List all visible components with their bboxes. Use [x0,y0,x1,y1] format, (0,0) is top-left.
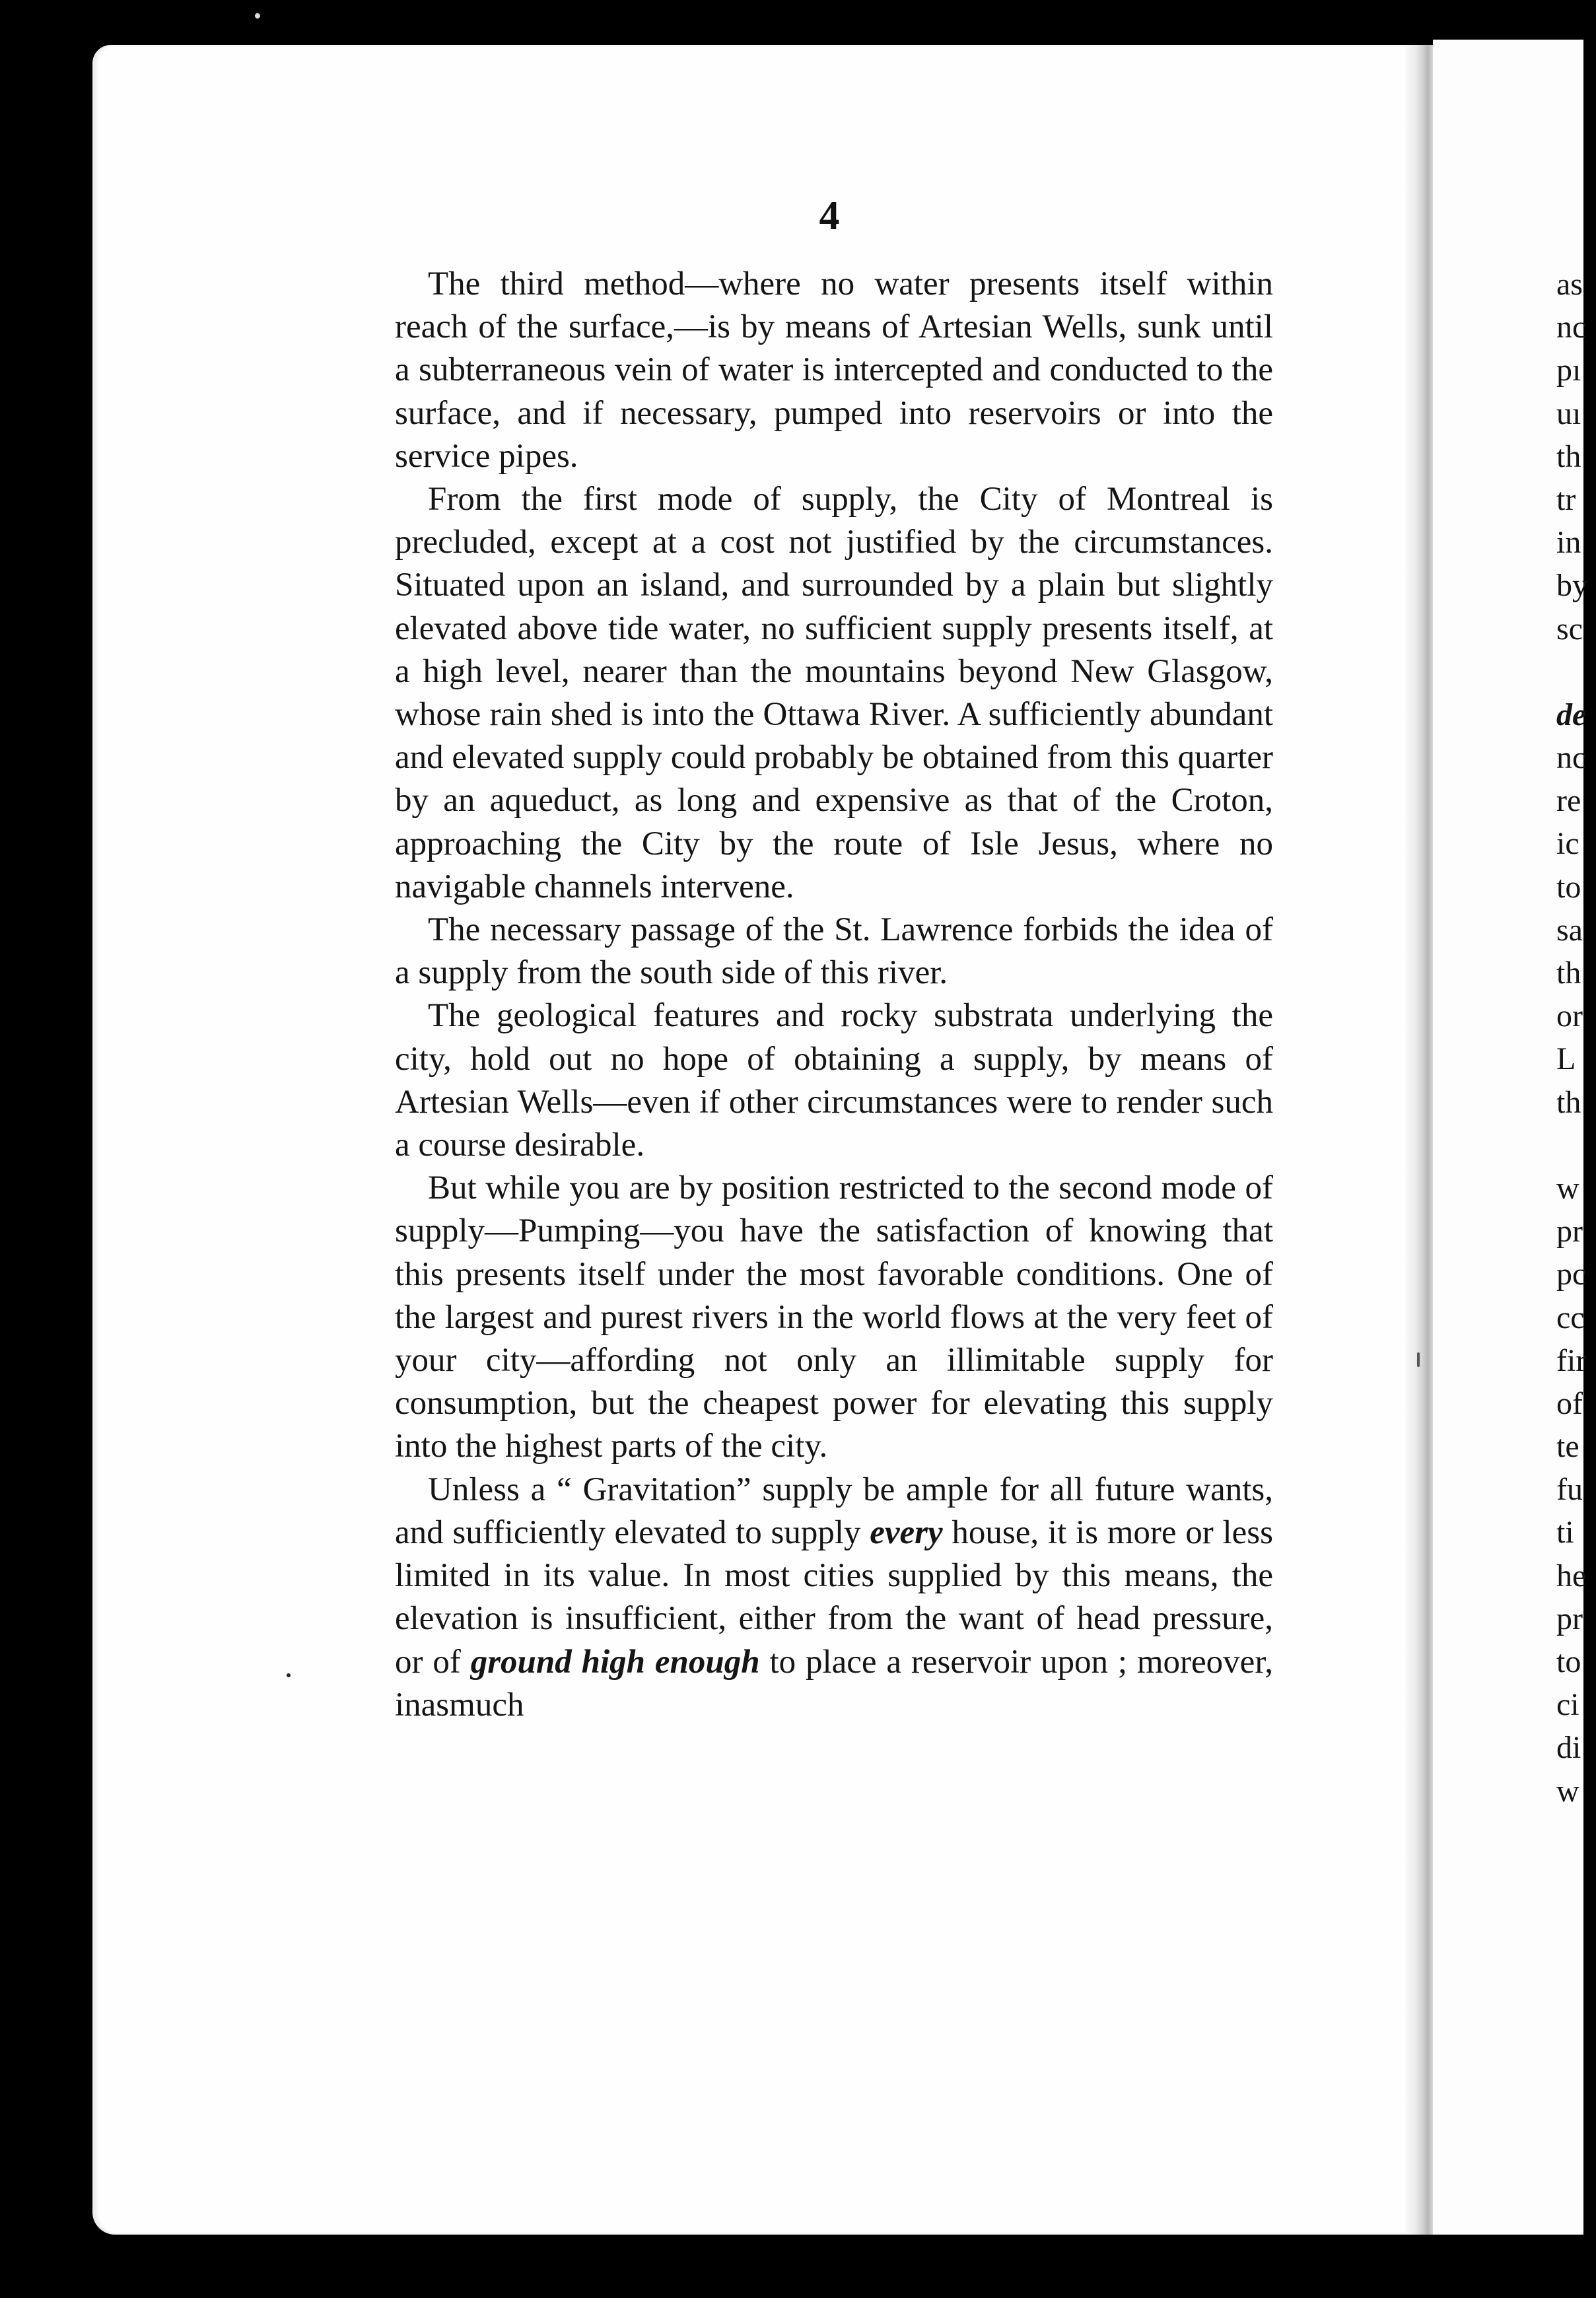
scan-speck [287,1673,291,1677]
text-run: to place a reservoir upon ; moreover, inasmuch [395,1643,1274,1724]
facing-page-fragment: th [1556,438,1581,474]
paragraph: The third method—where no water presents itself within reach of the surface,—is by means of Artesian Wells, sunk until a subterraneous vein of water is intercepted and conducted to the surface, and if necessary, pumped into reservoirs or into the service pipes. [395,265,1273,475]
facing-page-fragment: ti [1556,1515,1574,1550]
paragraph: But while you are by position restricted to the second mode of supply—Pumping—you have the satisfaction of knowing that this presents itself under the most favorable conditions. One of the largest and purest rivers in the world flows at the very feet of your city—affording not only an illimitable supply for consumption, but the cheapest power for elevating this supply into the highest parts of the city. [395,1169,1273,1465]
facing-page-fragment: w [1556,1170,1579,1206]
facing-page-fragment [1556,650,1596,693]
paragraph: The geological features and rocky substrata underlying the city, hold out no hope of obtaining a supply, by means of Artesian Wells—even if other circumstances were to render such a course desirable. [395,997,1273,1164]
book-gutter [1405,45,1433,2235]
facing-page-fragment: pr [1556,1214,1583,1249]
paragraph [395,1469,1273,1727]
facing-page-fragment: as [1556,267,1583,302]
facing-page-fragment: w [1556,1773,1579,1809]
facing-page-fragment: in [1556,525,1581,561]
facing-page-fragment: nc [1556,310,1587,345]
facing-page-fragment: he [1556,1558,1587,1593]
text-run: Unless a “ Gravitation” supply be ample for all future wants, and sufficiently elevated to supply [395,1471,1273,1551]
paragraph: The necessary passage of the St. Lawrence forbids the idea of a supply from the south side of this river. [395,911,1273,992]
facing-page-fragments [1556,263,1596,1813]
text-run: house, it is more or less limited in its value. In most cities supplied by this means, the elevation is insufficient, either from the want of head pressure, or of [395,1514,1273,1681]
facing-page-fragment: sa [1556,912,1583,948]
facing-page-fragment: by [1556,568,1588,604]
facing-page-fragment: pı [1556,353,1581,388]
paragraph: From the first mode of supply, the City of Montreal is precluded, except at a cost not justified by the circumstances. Situated upon an island, and surrounded by a plain but slightly elevated above tide water, no sufficient supply presents itself, at a high level, nearer than the mountains beyond New Glasgow, whose rain shed is into the Ottawa River. A sufficiently abundant and elevated supply could probably be obtained from this quarter by an aqueduct, as long and expensive as that of the Croton, approaching the City by the route of Isle Jesus, where no navigable channels intervene. [395,481,1273,905]
italic-emphasis: ground high enough [470,1643,760,1681]
facing-page-fragment: sc [1556,611,1583,646]
scan-speck [1417,1352,1420,1367]
facing-page-fragment: to [1556,869,1581,905]
facing-page-fragment: uı [1556,396,1581,431]
scan-border-top [0,0,1583,44]
facing-page-fragment: fu [1556,1472,1583,1508]
facing-page-fragment: L [1556,1041,1576,1077]
facing-page-fragment: ci [1556,1687,1579,1723]
facing-page-fragment: de [1556,697,1587,732]
facing-page-fragment: pc [1556,1257,1587,1292]
facing-page-fragment: th [1556,956,1581,991]
facing-page-fragment: fir [1556,1342,1587,1378]
facing-page-fragment: re [1556,783,1581,819]
italic-emphasis: every [870,1514,943,1551]
facing-page-fragment: di [1556,1730,1581,1766]
facing-page-fragment: te [1556,1429,1579,1465]
facing-page-fragment: of [1556,1385,1583,1421]
facing-page-fragment: to [1556,1644,1581,1679]
scan-speck [255,13,260,18]
facing-page-fragment: or [1556,998,1583,1034]
facing-page-fragment: th [1556,1084,1581,1120]
facing-page-fragment: ic [1556,826,1579,862]
facing-page-fragment [1556,1124,1596,1167]
facing-page-fragment: pr [1556,1601,1583,1636]
body-text [395,263,1273,1727]
page-number: 4 [819,193,840,238]
facing-page-fragment: cc [1556,1300,1585,1335]
facing-page-fragment: tr [1556,481,1576,517]
facing-page-fragment: nc [1556,740,1587,776]
